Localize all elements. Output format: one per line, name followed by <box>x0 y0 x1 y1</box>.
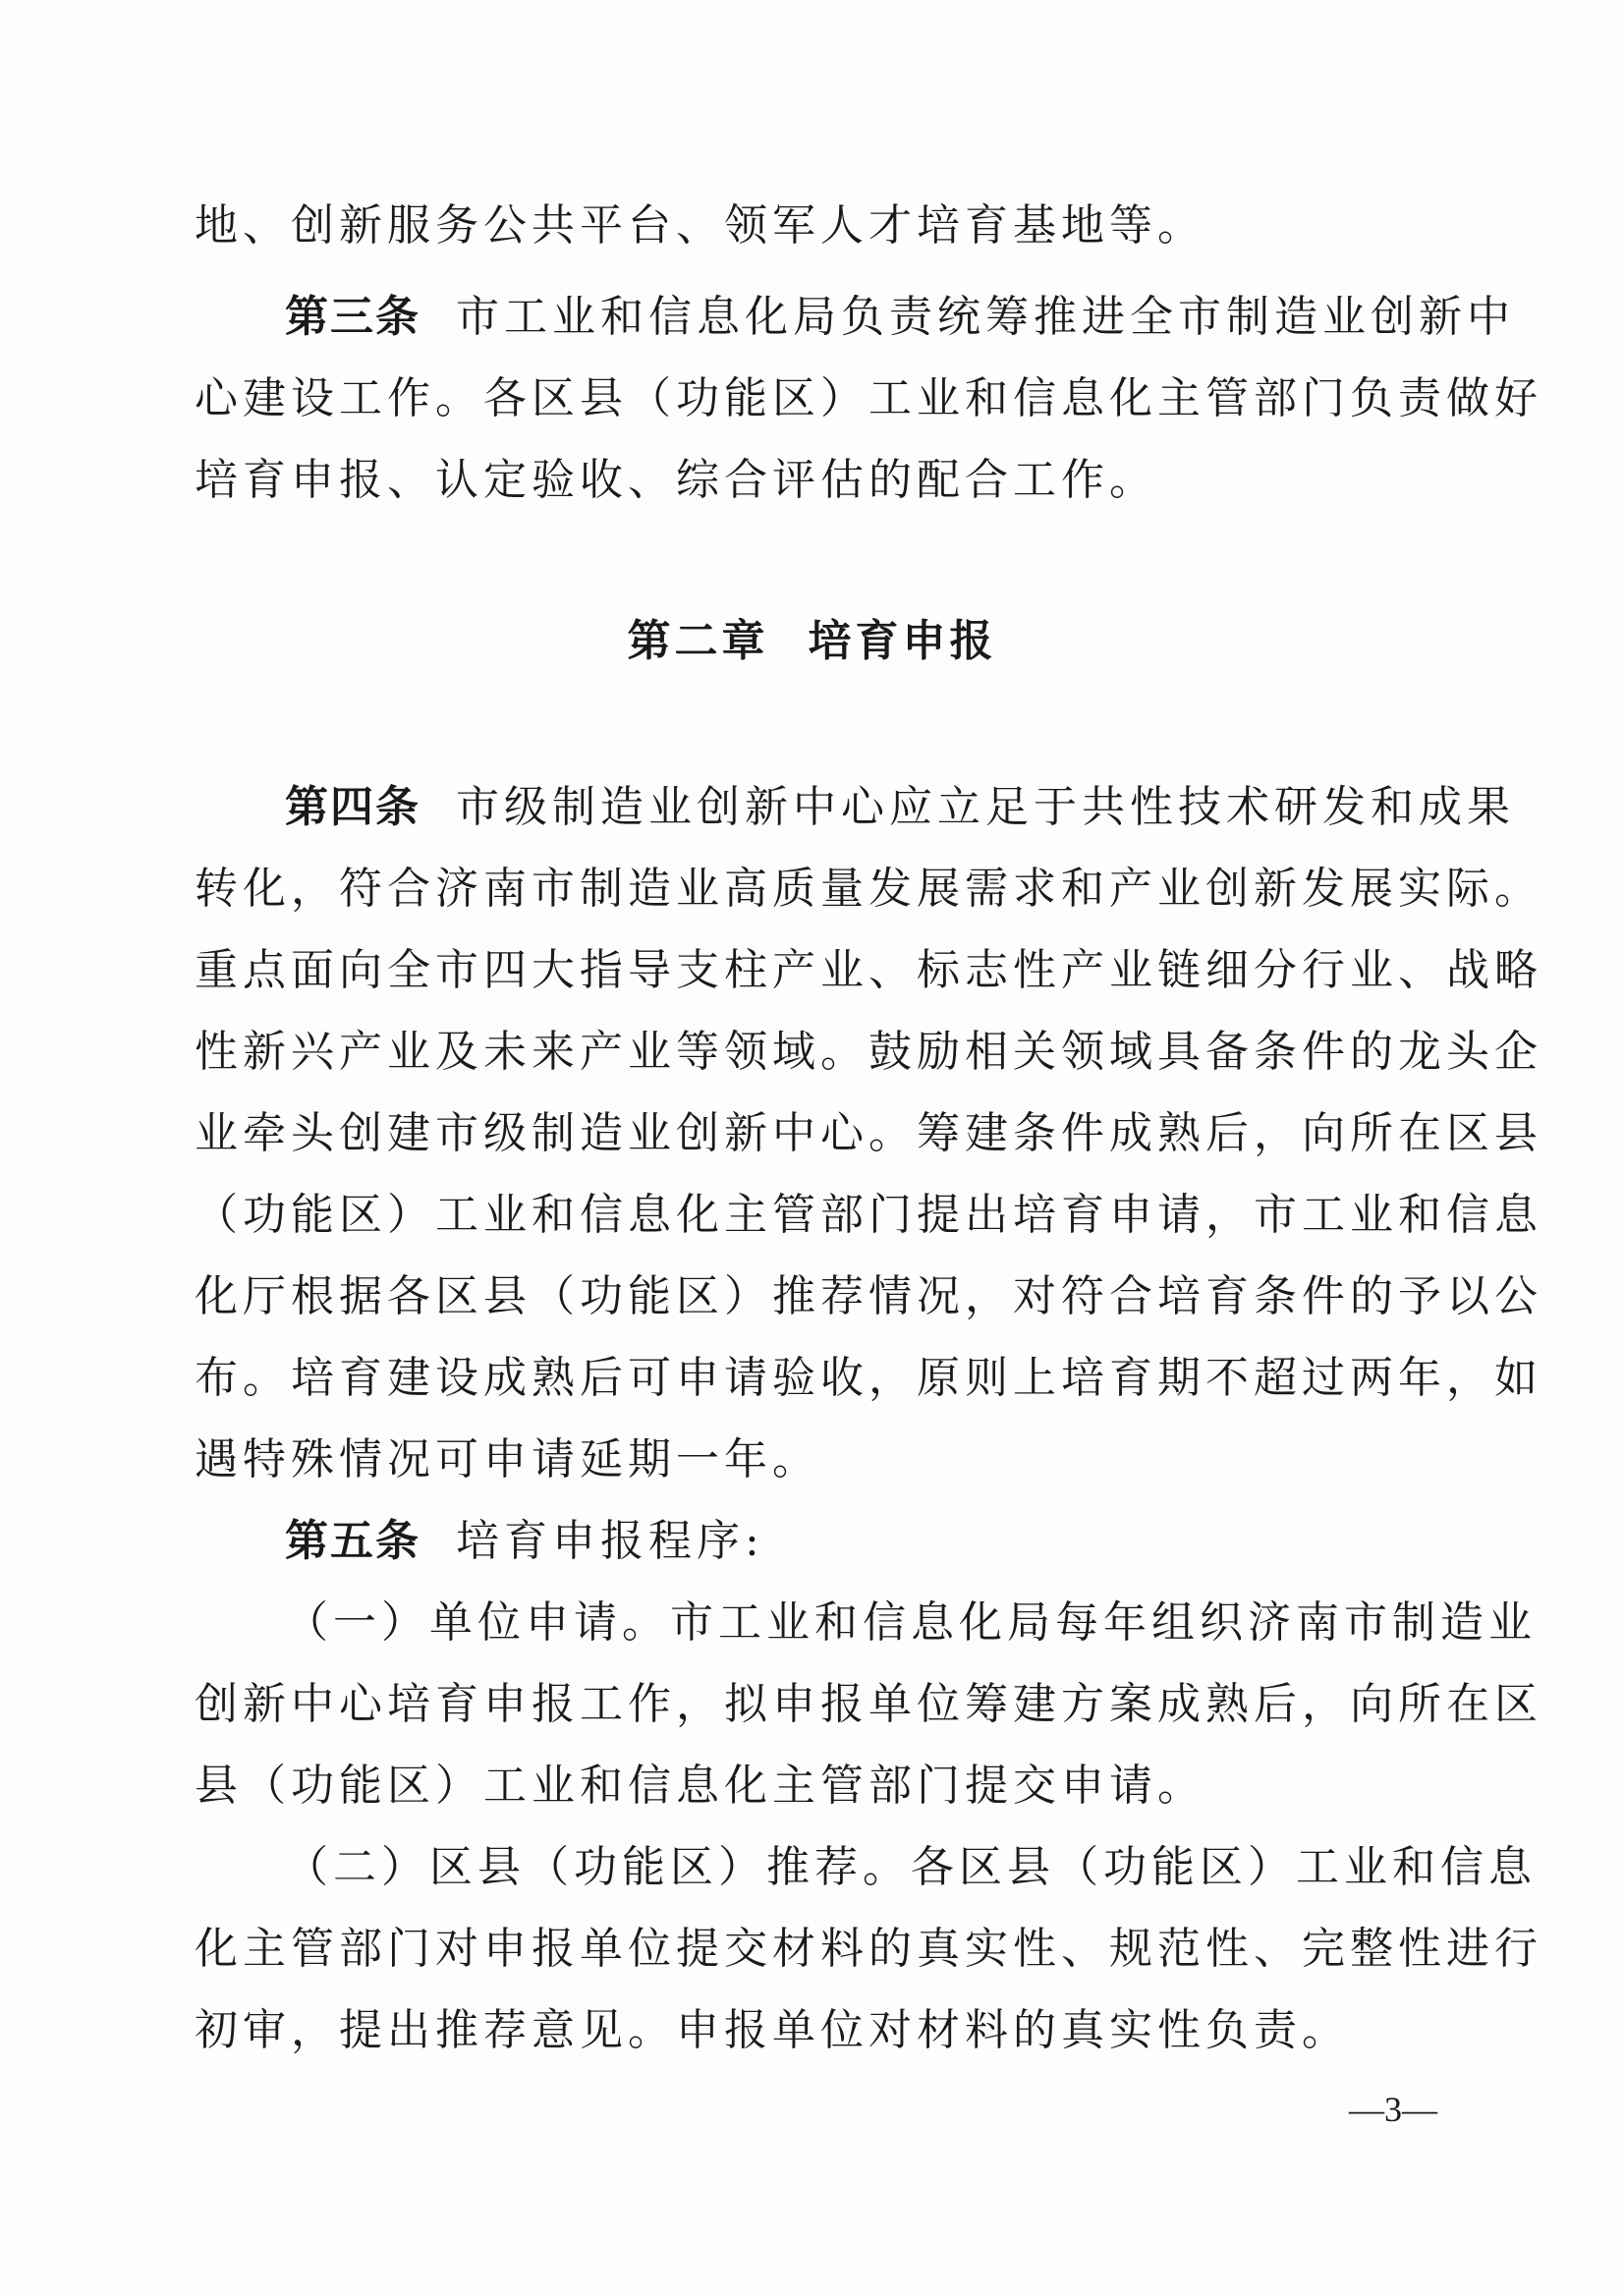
text-line: 性新兴产业及未来产业等领域。鼓励相关领域具备条件的龙头企 <box>195 1027 1542 1077</box>
text-line: （二）区县（功能区）推荐。各区县（功能区）工业和信息 <box>285 1842 1537 1892</box>
text-line: 遇特殊情况可申请延期一年。 <box>195 1434 820 1484</box>
text-line: 业牵头创建市级制造业创新中心。筹建条件成熟后，向所在区县 <box>195 1108 1542 1158</box>
text-line: 化主管部门对申报单位提交材料的真实性、规范性、完整性进行 <box>195 1924 1542 1974</box>
text-line: 创新中心培育申报工作，拟申报单位筹建方案成熟后，向所在区 <box>195 1679 1542 1729</box>
article-label: 第五条 <box>285 1516 420 1566</box>
text-line: 化厅根据各区县（功能区）推荐情况，对符合培育条件的予以公 <box>195 1271 1542 1321</box>
text-line: 转化，符合济南市制造业高质量发展需求和产业创新发展实际。 <box>195 864 1542 914</box>
article-5-first-line <box>195 1512 1523 1571</box>
article-label: 第三条 <box>285 292 420 342</box>
text-line: 布。培育建设成熟后可申请验收，原则上培育期不超过两年，如 <box>195 1353 1542 1403</box>
text-line: 初审，提出推荐意见。申报单位对材料的真实性负责。 <box>195 2005 1350 2055</box>
article-4-first-line <box>195 778 1523 837</box>
page-number: —3— <box>1349 2090 1437 2129</box>
text-run: 市工业和信息化局负责统筹推进全市制造业创新中 <box>456 292 1515 342</box>
text-line: 重点面向全市四大指导支柱产业、标志性产业链细分行业、战略 <box>195 945 1542 995</box>
text-line: （功能区）工业和信息化主管部门提出培育申请，市工业和信息 <box>195 1190 1542 1240</box>
text-line: （一）单位申请。市工业和信息化局每年组织济南市制造业 <box>285 1597 1537 1648</box>
text-run: 市级制造业创新中心应立足于共性技术研发和成果 <box>456 782 1515 832</box>
text-line: 培育申报、认定验收、综合评估的配合工作。 <box>195 455 1157 505</box>
text-run: 培育申报程序: <box>456 1516 764 1566</box>
article-3-first-line <box>195 288 1523 347</box>
chapter-number: 第二章 <box>627 616 769 666</box>
text-line: 心建设工作。各区县（功能区）工业和信息化主管部门负责做好 <box>195 373 1542 423</box>
article-label: 第四条 <box>285 782 420 832</box>
text-line: 地、创新服务公共平台、领军人才培育基地等。 <box>195 200 1205 251</box>
text-line: 县（功能区）工业和信息化主管部门提交申请。 <box>195 1761 1205 1811</box>
chapter-title: 培育申报 <box>808 616 997 666</box>
chapter-heading <box>0 612 1624 671</box>
